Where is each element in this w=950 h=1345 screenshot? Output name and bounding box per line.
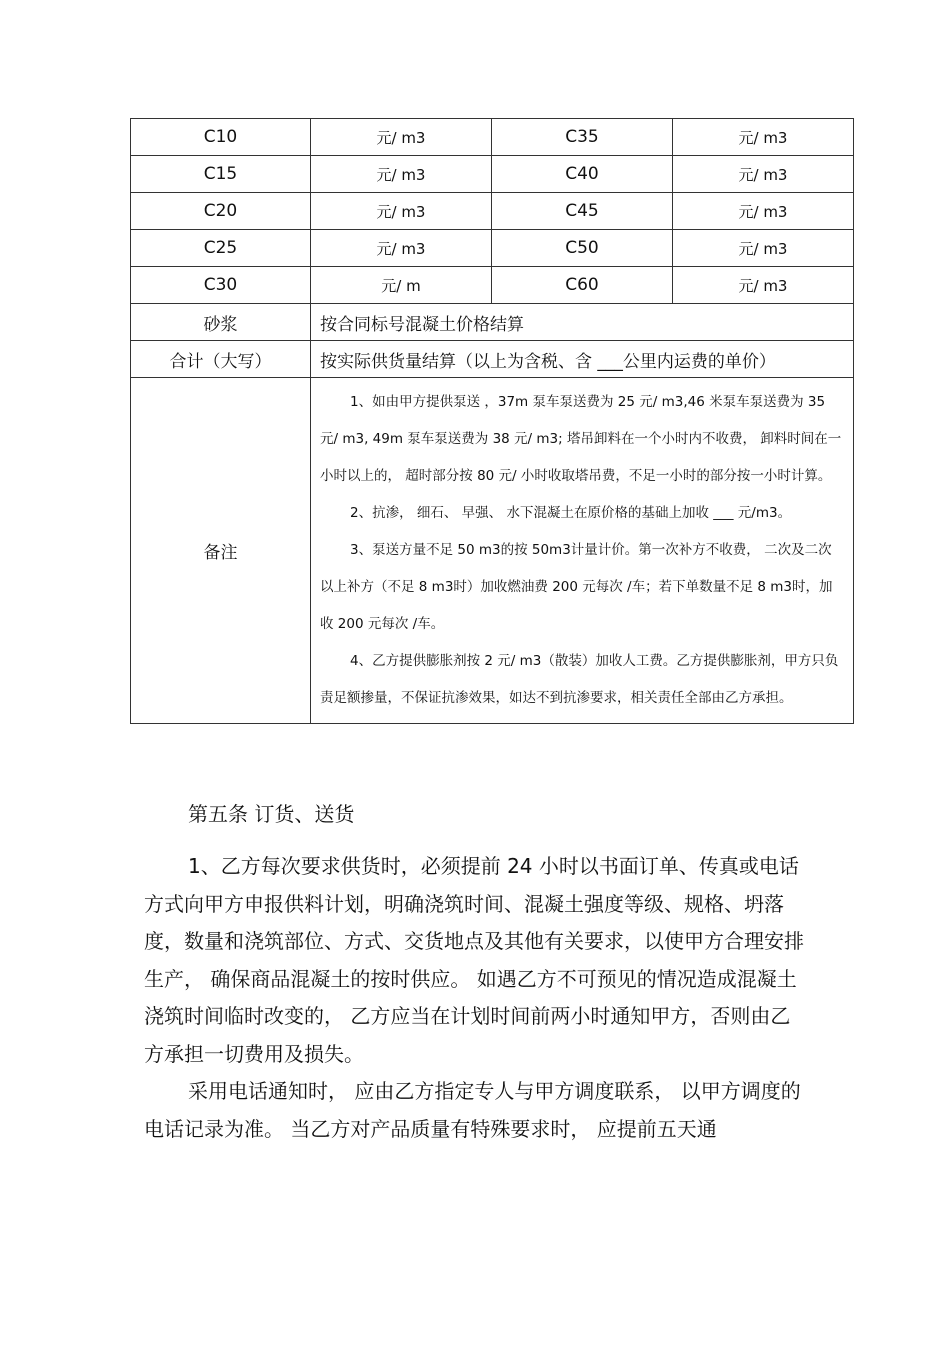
- table-row: [131, 193, 854, 230]
- price-cell: 元/ m3: [311, 156, 492, 193]
- price-cell: 元/ m3: [673, 193, 854, 230]
- remarks-label: 备注: [131, 378, 311, 724]
- grade-cell: C50: [492, 230, 673, 267]
- mortar-row: [131, 304, 854, 341]
- price-cell: 元/ m3: [673, 267, 854, 304]
- price-cell: 元/ m3: [311, 119, 492, 156]
- grade-cell: C35: [492, 119, 673, 156]
- remark-item: 2、抗渗， 细石、 早强、 水下混凝土在原价格的基础上加收 ___ 元/m3。: [350, 505, 792, 521]
- section-heading: 第五条 订货、送货: [188, 802, 355, 826]
- grade-cell: C30: [131, 267, 311, 304]
- mortar-label: 砂浆: [131, 304, 311, 341]
- table-row: [131, 267, 854, 304]
- grade-cell: C20: [131, 193, 311, 230]
- price-cell: 元/ m: [311, 267, 492, 304]
- price-cell: 元/ m3: [311, 230, 492, 267]
- section-body: [144, 848, 809, 1148]
- price-cell: 元/ m3: [311, 193, 492, 230]
- grade-cell: C15: [131, 156, 311, 193]
- total-row: [131, 341, 854, 378]
- grade-cell: C25: [131, 230, 311, 267]
- price-table: [130, 118, 854, 724]
- paragraph: 采用电话通知时， 应由乙方指定专人与甲方调度联系， 以甲方调度的电话记录为准。 当乙方对产品质量有特殊要求时， 应提前五天通: [144, 1079, 801, 1141]
- total-label: 合计（大写）: [131, 341, 311, 378]
- price-cell: 元/ m3: [673, 156, 854, 193]
- grade-cell: C45: [492, 193, 673, 230]
- total-value: 按实际供货量结算（以上为含税、含 ___公里内运费的单价）: [311, 341, 854, 378]
- grade-cell: C10: [131, 119, 311, 156]
- remark-item: 1、如由甲方提供泵送 ，37m 泵车泵送费为 25 元/ m3,46 米泵车泵送费为 35 元/ m3, 49m 泵车泵送费为 38 元/ m3; 塔吊卸料在一个小时内不收费， 卸料时间在一小时以上的， 超时部分按 80 元/ 小时收取塔吊费，不足一小时的部分按一小时计算。: [320, 394, 842, 484]
- price-cell: 元/ m3: [673, 230, 854, 267]
- table-row: [131, 156, 854, 193]
- remarks-row: [131, 378, 854, 724]
- price-cell: 元/ m3: [673, 119, 854, 156]
- mortar-value: 按合同标号混凝土价格结算: [311, 304, 854, 341]
- remark-item: 4、乙方提供膨胀剂按 2 元/ m3（散装）加收人工费。乙方提供膨胀剂，甲方只负责足额掺量，不保证抗渗效果，如达不到抗渗要求，相关责任全部由乙方承担。: [320, 653, 839, 706]
- table-row: [131, 119, 854, 156]
- remarks-content: [311, 378, 854, 724]
- table-row: [131, 230, 854, 267]
- grade-cell: C60: [492, 267, 673, 304]
- paragraph: 1、乙方每次要求供货时，必须提前 24 小时以书面订单、传真或电话方式向甲方申报供料计划，明确浇筑时间、混凝土强度等级、规格、坍落度，数量和浇筑部位、方式、交货地点及其他有关要求，以使甲方合理安排生产， 确保商品混凝土的按时供应。 如遇乙方不可预见的情况造成混凝土浇筑时间临时改变的， 乙方应当在计划时间前两小时通知甲方，否则由乙方承担一切费用及损失。: [144, 854, 804, 1066]
- grade-cell: C40: [492, 156, 673, 193]
- remark-item: 3、泵送方量不足 50 m3的按 50m3计量计价。第一次补方不收费， 二次及二次以上补方（不足 8 m3时）加收燃油费 200 元每次 /车；若下单数量不足 8 m3时，加收 200 元每次 /车。: [320, 542, 833, 632]
